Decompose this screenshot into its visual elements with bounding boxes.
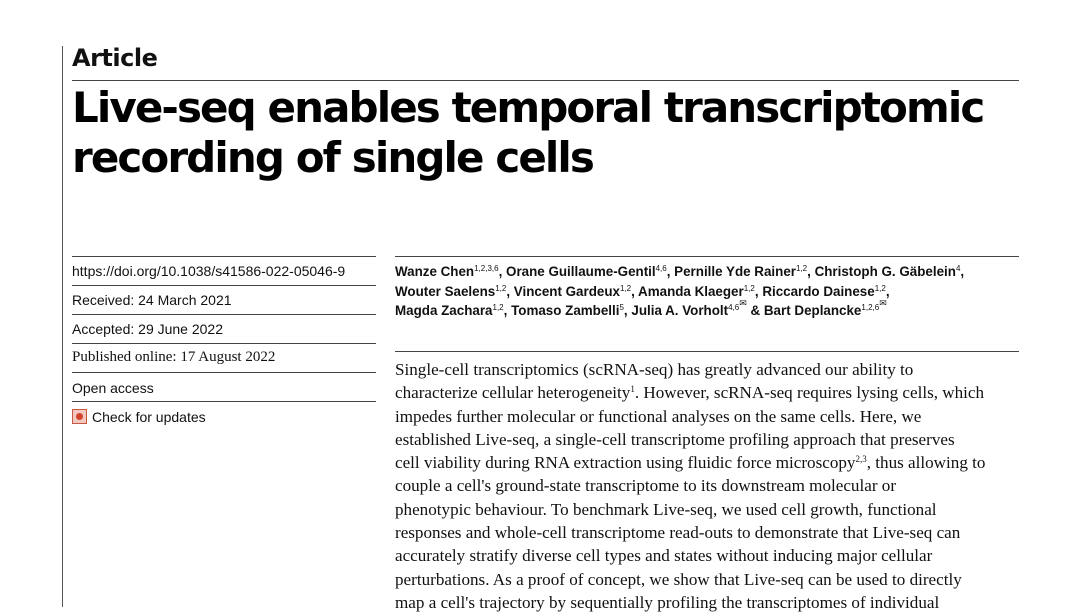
- author-name[interactable]: Vincent Gardeux: [513, 283, 620, 299]
- author-name[interactable]: Magda Zachara: [395, 303, 493, 318]
- author-name[interactable]: Wouter Saelens: [395, 283, 496, 299]
- received-date: Received: 24 March 2021: [72, 292, 232, 308]
- author-name[interactable]: Bart Deplancke: [763, 303, 862, 318]
- author-name[interactable]: Wanze Chen: [395, 264, 475, 279]
- abstract: [395, 358, 1035, 614]
- abstract-top-rule: [395, 351, 1019, 352]
- author-affiliation: 1,2: [492, 303, 504, 312]
- author-name[interactable]: Amanda Klaeger: [638, 283, 744, 299]
- abstract-line: accurately stratify diverse cell types and states without inducing major cellular: [395, 546, 933, 566]
- author-affiliation: 1,2: [795, 264, 808, 273]
- author-affiliation: 1,2: [619, 283, 632, 293]
- accepted-date: Accepted: 29 June 2022: [72, 321, 224, 337]
- abstract-line: cell viability during RNA extraction using fluidic force microscopy$^{2,3}$, thus allowing to: [395, 453, 986, 473]
- article-title: [72, 83, 1032, 183]
- crossmark-icon: [72, 409, 87, 424]
- abstract-line: phenotypic behaviour. To benchmark Live-seq, we used cell growth, functional: [395, 499, 937, 519]
- open-access-label[interactable]: Open access: [72, 380, 154, 396]
- author-affiliation: 5: [619, 303, 624, 312]
- abstract-line: Single-cell transcriptomics (scRNA-seq) has greatly advanced our ability to: [395, 360, 914, 379]
- email-icon[interactable]: ✉: [739, 298, 747, 308]
- author-line: Wouter Saelens$^{1,2}$, Vincent Gardeux$^{1,2}$, Amanda Klaeger$^{1,2}$, Riccardo Dainese$^{1,2}$,: [395, 283, 890, 299]
- published-date: Published online: 17 August 2022: [72, 349, 276, 365]
- left-margin-rule: [62, 46, 63, 607]
- meta-divider: [72, 343, 376, 344]
- abstract-line: responses and whole-cell transcriptome read-outs to demonstrate that Live-seq can: [395, 523, 961, 543]
- email-icon[interactable]: ✉: [879, 298, 887, 308]
- author-list: [395, 262, 1035, 321]
- abstract-line: perturbations. As a proof of concept, we show that Live-seq can be used to directly: [395, 569, 962, 589]
- author-name[interactable]: Tomaso Zambelli: [511, 303, 620, 318]
- author-name[interactable]: Pernille Yde Rainer: [674, 264, 796, 279]
- meta-divider: [72, 372, 376, 373]
- author-affiliation: 4,6✉: [728, 298, 747, 312]
- title-line-1: Live-seq enables temporal transcriptomic: [72, 83, 984, 132]
- author-affiliation: 4,6: [655, 264, 667, 273]
- abstract-line: established Live-seq, a single-cell transcriptome profiling approach that preserves: [395, 429, 955, 449]
- meta-divider: [72, 285, 376, 286]
- author-name[interactable]: Orane Guillaume-Gentil: [506, 264, 656, 279]
- author-affiliation: 1,2: [874, 283, 886, 293]
- meta-divider: [72, 314, 376, 315]
- meta-divider: [72, 401, 376, 402]
- check-for-updates-link[interactable]: [72, 409, 206, 425]
- doi-link[interactable]: https://doi.org/10.1038/s41586-022-05046-9: [72, 263, 346, 279]
- meta-top-rule: [72, 256, 376, 257]
- citation-ref[interactable]: 2,3: [855, 454, 867, 465]
- title-line-2: recording of single cells: [72, 133, 593, 182]
- author-name[interactable]: Riccardo Dainese: [762, 283, 875, 299]
- abstract-line: characterize cellular heterogeneity$^1$. However, scRNA-seq requires lysing cells, which: [395, 383, 985, 403]
- header-rule: [72, 80, 1019, 81]
- abstract-line: map a cell's trajectory by sequentially profiling the transcriptomes of individual: [395, 592, 940, 612]
- abstract-line: couple a cell's ground-state transcriptome to its downstream molecular or: [395, 476, 897, 496]
- author-name[interactable]: Christoph G. Gäbelein: [814, 264, 956, 279]
- author-name[interactable]: Julia A. Vorholt: [631, 303, 729, 318]
- author-line: Wanze Chen$^{1,2,3,6}$, Orane Guillaume-Gentil$^{4,6}$, Pernille Yde Rainer$^{1,2}$, Christoph G. Gäbelein$^4$,: [395, 264, 965, 279]
- citation-ref[interactable]: 1: [630, 384, 635, 395]
- authors-top-rule: [395, 256, 1019, 257]
- author-affiliation: 1,2,6✉: [861, 298, 887, 312]
- author-affiliation: 1,2: [495, 283, 507, 293]
- author-affiliation: 1,2: [743, 283, 755, 293]
- author-affiliation: 4: [955, 264, 961, 273]
- abstract-line: impedes further molecular or functional analyses on the same cells. Here, we: [395, 406, 922, 426]
- check-for-updates-label: Check for updates: [92, 409, 206, 425]
- author-line: Magda Zachara$^{1,2}$, Tomaso Zambelli$^5$, Julia A. Vorholt$^{4,6✉}$ & Bart Deplancke$^{1,2,6✉}$: [395, 298, 887, 318]
- author-affiliation: 1,2,3,6: [474, 264, 499, 273]
- article-type-label: Article: [72, 44, 158, 72]
